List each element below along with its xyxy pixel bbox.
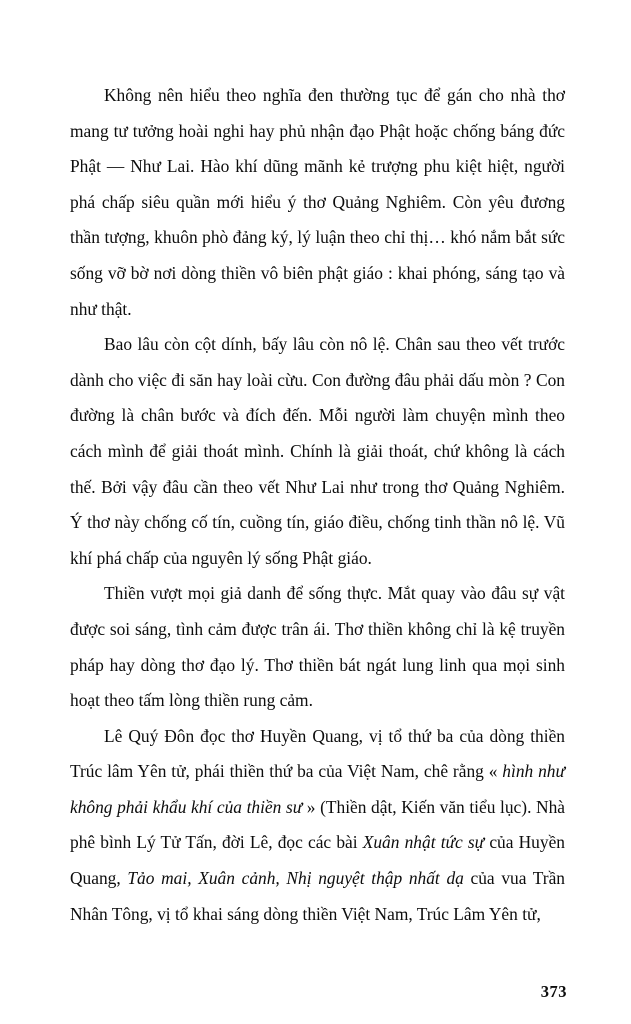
text-run: của Huyền Quang, bbox=[70, 832, 565, 889]
text-run: Không nên hiểu theo nghĩa đen thường tục để gán cho nhà thơ mang tư tưởng hoài nghi hay phủ nhận đạo Phật hoặc chống báng đức Phật — Như Lai. Hào khí dũng mãnh kẻ trượng phu kiệt hiệt, người phá chấp siêu quần mới hiểu ý thơ Quảng Nghiêm. Còn yêu đương thần tượng, khuôn phò đảng ký, lý luận theo chỉ thị… khó nắm bắt sức sống vỡ bờ nơi dòng thiền vô biên phật giáo : khai phóng, sáng tạo và như thật. bbox=[70, 85, 565, 319]
text-run: Thiền vượt mọi giả danh để sống thực. Mắt quay vào đâu sự vật được soi sáng, tình cảm được trân ái. Thơ thiền không chỉ là kệ truyền pháp hay dòng thơ đạo lý. Thơ thiền bát ngát lung linh qua mọi sinh hoạt theo tấm lòng thiền rung cảm. bbox=[70, 583, 565, 711]
text-run: » (Thiền dật, Kiến văn tiểu lục). Nhà phê bình Lý Tử Tấn, đời Lê, đọc các bài bbox=[70, 796, 565, 853]
paragraph bbox=[70, 78, 565, 327]
paragraph bbox=[70, 327, 565, 576]
italic-text-run: hình như không phải khẩu khí của thiền sư bbox=[70, 761, 565, 817]
paragraph bbox=[70, 576, 565, 718]
page-body-text bbox=[70, 78, 565, 932]
italic-text-run: Xuân nhật tức sự bbox=[362, 832, 485, 853]
text-run: Bao lâu còn cột dính, bấy lâu còn nô lệ. Chân sau theo vết trước dành cho việc đi săn hay loài cừu. Con đường đâu phải dấu mòn ? Con đường là chân bước và đích đến. Mỗi người làm chuyện mình theo cách mình để giải thoát mình. Chính là giải thoát, chứ không là cách thế. Bởi vậy đâu cần theo vết Như Lai như trong thơ Quảng Nghiêm. Ý thơ này chống cố tín, cuồng tín, giáo điều, chống tinh thần nô lệ. Vũ khí phá chấp của nguyên lý sống Phật giáo. bbox=[70, 334, 565, 568]
italic-text-run: Tảo mai, Xuân cảnh, Nhị nguyệt thập nhất dạ bbox=[127, 868, 464, 889]
text-run: của vua Trần Nhân Tông, vị tổ khai sáng dòng thiền Việt Nam, Trúc Lâm Yên tử, bbox=[70, 868, 566, 924]
page-number: 373 bbox=[540, 982, 567, 1001]
paragraph bbox=[70, 719, 565, 933]
text-run: Lê Quý Đôn đọc thơ Huyền Quang, vị tổ thứ ba của dòng thiền Trúc lâm Yên tử, phái thiền thứ ba của Việt Nam, chê rằng « bbox=[70, 725, 565, 782]
